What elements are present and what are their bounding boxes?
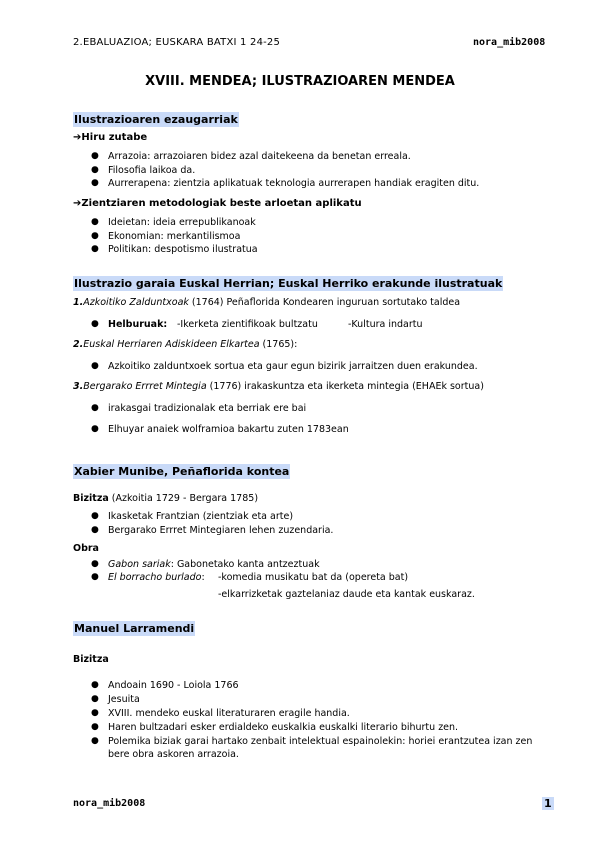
list-item: ● Azkoitiko zalduntxoek sortua eta gaur egun bizirik jarraitzen duen erakundea. (91, 361, 478, 372)
list-item: ● Politikan: despotismo ilustratua (91, 244, 258, 255)
arrow-icon: ➔ (73, 132, 82, 143)
bullet-icon: ● (91, 424, 99, 434)
obra2-desc-b: -elkarrizketak gaztelaniaz daude eta kantak euskaraz. (218, 589, 475, 600)
list-item: ● Aurrerapena: zientzia aplikatuak teknologia aurrerapen handiak eragiten ditu. (91, 178, 480, 189)
list-item: ● Ideietan: ideia errepublikanoak (91, 217, 256, 228)
section-heading-ezaugarriak: Ilustrazioaren ezaugarriak (74, 113, 238, 126)
list-item: ● Filosofia laikoa da. (91, 165, 196, 176)
page-title: XVIII. MENDEA; ILUSTRAZIOAREN MENDEA (145, 74, 455, 89)
section-heading-munibe: Xabier Munibe, Peñaflorida kontea (74, 465, 290, 478)
bullet-icon: ● (91, 722, 99, 732)
paragraph-mintegia: 3.Bergarako Errret Mintegia (1776) irakaskuntza eta ikerketa mintegia (EHAEk sortua) (73, 381, 484, 392)
bullet-icon: ● (91, 559, 99, 569)
bullet-icon: ● (91, 178, 99, 188)
helburua-kultura: -Kultura indartu (348, 319, 423, 330)
bizitza-label: Bizitza (73, 654, 109, 665)
bullet-icon: ● (91, 572, 99, 582)
bullet-icon: ● (91, 694, 99, 704)
obra-label: Obra (73, 543, 99, 554)
obra2-desc-a: -komedia musikatu bat da (opereta bat) (218, 572, 409, 583)
subheading-metodologia: ➔Zientziaren metodologiak beste arloetan aplikatu (73, 198, 362, 209)
list-item: ● XVIII. mendeko euskal literaturaren eragile handia. (91, 708, 350, 719)
bullet-icon: ● (91, 403, 99, 413)
bullet-icon: ● (91, 680, 99, 690)
bullet-icon: ● (91, 361, 99, 371)
bullet-icon: ● (91, 511, 99, 521)
paragraph-zalduntxoak: 1.Azkoitiko Zalduntxoak (1764) Peñaflorida Kondearen inguruan sortutako taldea (73, 297, 461, 308)
subheading-hiru-zutabe: ➔Hiru zutabe (73, 132, 148, 143)
helburua-ikerketa: -Ikerketa zientifikoak bultzatu (177, 319, 318, 330)
list-item-continuation: bere obra askoren arrazoia. (108, 749, 239, 760)
bullet-icon: ● (91, 244, 99, 254)
bullet-icon: ● (91, 708, 99, 718)
section-heading-euskal-herria: Ilustrazio garaia Euskal Herrian; Euskal Herriko erakunde ilustratuak (74, 277, 503, 290)
list-item: ● Gabon sariak: Gabonetako kanta antzeztuak (91, 559, 320, 570)
list-item: ● Polemika biziak garai hartako zenbait intelektual espainolekin: horiei erantzutea izan zen (91, 736, 533, 747)
list-item: ● Ikasketak Frantzian (zientziak eta arte) (91, 511, 294, 522)
bullet-icon: ● (91, 736, 99, 746)
arrow-icon: ➔ (73, 198, 82, 209)
list-item: ● irakasgai tradizionalak eta berriak ere bai (91, 403, 307, 414)
bullet-icon: ● (91, 231, 99, 241)
bullet-icon: ● (91, 165, 99, 175)
header-author: nora_mib2008 (473, 37, 546, 48)
bizitza-line: Bizitza (Azkoitia 1729 - Bergara 1785) (73, 493, 259, 504)
list-item: ● Ekonomian: merkantilismoa (91, 231, 241, 242)
list-item: ● Arrazoia: arrazoiaren bidez azal daitekeena da benetan erreala. (91, 151, 411, 162)
bullet-icon: ● (91, 319, 99, 329)
bullet-icon: ● (91, 525, 99, 535)
bullet-icon: ● (91, 151, 99, 161)
section-heading-larramendi: Manuel Larramendi (74, 622, 195, 635)
list-item: ● Jesuita (91, 694, 140, 705)
list-item: ● Andoain 1690 - Loiola 1766 (91, 680, 239, 691)
paragraph-elkartea: 2.Euskal Herriaren Adiskideen Elkartea (1765): (73, 339, 298, 350)
page-number: 1 (544, 797, 552, 810)
footer-author: nora_mib2008 (73, 798, 146, 809)
list-item: ● Haren bultzadari esker erdialdeko euskalkia euskalki literario bihurtu zen. (91, 722, 459, 733)
list-item: ● Elhuyar anaiek wolframioa bakartu zuten 1783ean (91, 424, 349, 435)
bullet-icon: ● (91, 217, 99, 227)
list-item: ● Bergarako Errret Mintegiaren lehen zuzendaria. (91, 525, 334, 536)
header-doc-title: 2.EBALUAZIOA; EUSKARA BATXI 1 24-25 (73, 37, 281, 48)
list-item: ● El borracho burlado: (91, 572, 205, 583)
list-item-helburuak: ● Helburuak: (91, 319, 168, 330)
